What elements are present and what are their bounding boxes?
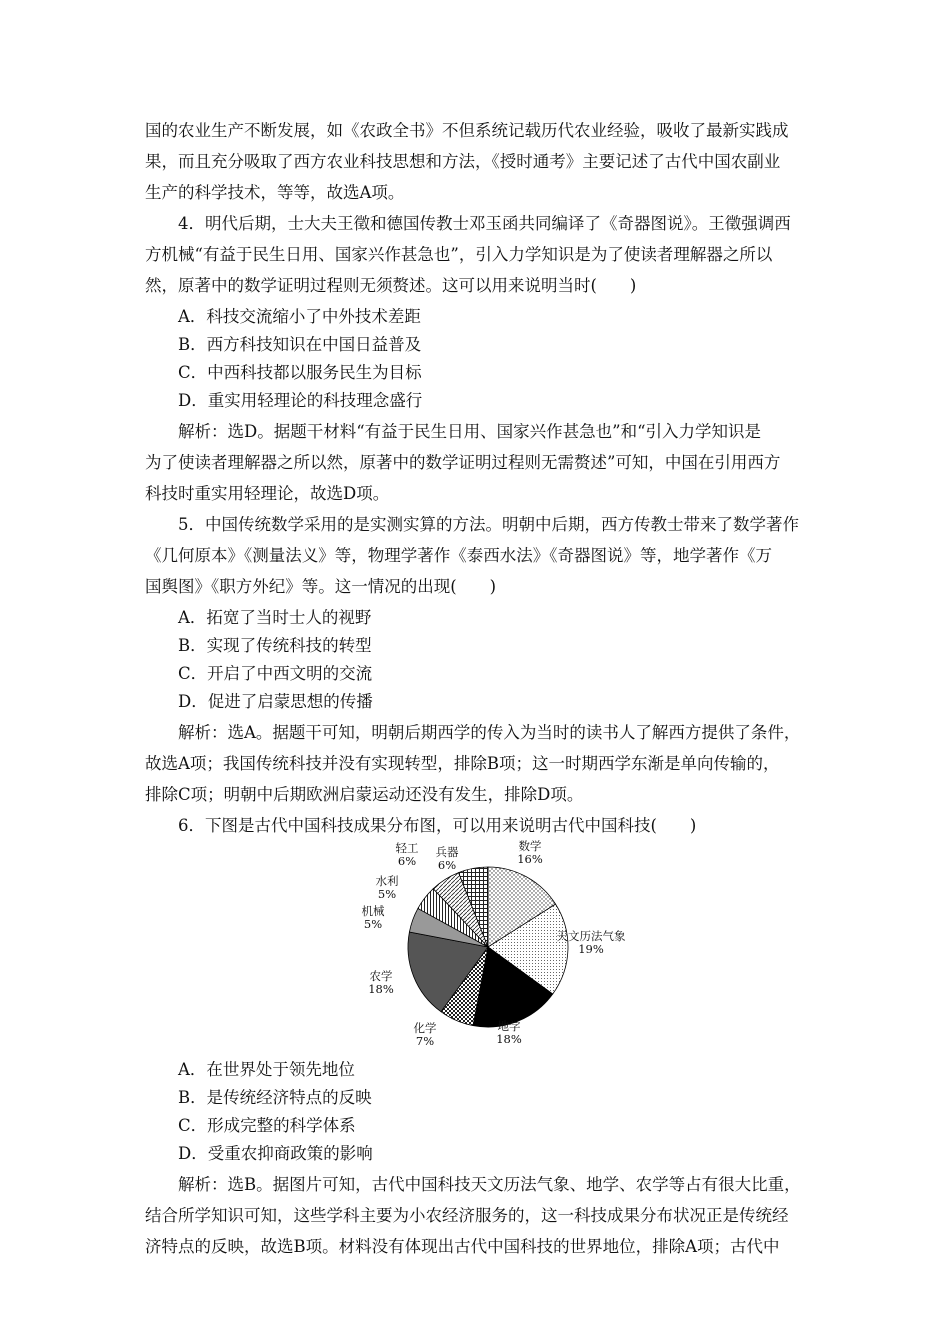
q5-stem-line: 5．中国传统数学采用的是实测实算的方法。明朝中后期，西方传教士带来了数学著作 — [178, 515, 799, 534]
q6-option-c: C．形成完整的科学体系 — [178, 1116, 356, 1135]
q6-analysis-line: 解析：选B。据图片可知，古代中国科技天文历法气象、地学、农学等占有很大比重， — [178, 1175, 801, 1194]
q4-stem-line: 方机械“有益于民生日用、国家兴作甚急也”，引入力学知识是为了使读者理解器之所以 — [145, 245, 773, 264]
slice-label: 农学 — [369, 969, 393, 983]
text-line: 果，而且充分吸取了西方农业科技思想和方法，《授时通考》主要记述了古代中国农副业 — [145, 152, 781, 171]
slice-label: 水利 — [375, 874, 399, 888]
q6-option-a: A．在世界处于领先地位 — [178, 1060, 355, 1079]
slice-label: 化学 — [413, 1021, 437, 1035]
slice-percent-label: 6% — [397, 854, 417, 868]
slice-percent-label: 16% — [517, 852, 543, 866]
slice-percent-label: 5% — [377, 887, 397, 901]
slice-label: 机械 — [361, 904, 385, 918]
q5-option-d: D．促进了启蒙思想的传播 — [178, 692, 373, 711]
q6-option-d: D．受重农抑商政策的影响 — [178, 1144, 373, 1163]
slice-percent-label: 7% — [415, 1034, 435, 1048]
q6-analysis-line: 济特点的反映，故选B项。材料没有体现出古代中国科技的世界地位，排除A项；古代中 — [145, 1237, 780, 1256]
slice-label: 地学 — [497, 1019, 521, 1033]
q5-stem-line: 《几何原本》《测量法义》等，物理学著作《泰西水法》《奇器图说》等，地学著作《万 — [145, 546, 772, 565]
slice-percent-label: 18% — [368, 982, 394, 996]
q6-stem-line: 6．下图是古代中国科技成果分布图，可以用来说明古代中国科技( ) — [178, 816, 697, 835]
slice-percent-label: 5% — [363, 917, 383, 931]
text-line: 生产的科学技术，等等，故选A项。 — [145, 183, 405, 202]
q4-option-a: A．科技交流缩小了中外技术差距 — [178, 307, 421, 326]
q5-analysis-line: 解析：选A。据题干可知，明朝后期西学的传入为当时的读书人了解西方提供了条件， — [178, 723, 801, 742]
q5-analysis-line: 排除C项；明朝中后期欧洲启蒙运动还没有发生，排除D项。 — [145, 785, 584, 804]
q4-analysis-line: 为了使读者理解器之所以然，原著中的数学证明过程则无需赘述”可知，中国在引用西方 — [145, 453, 781, 472]
q4-analysis-line: 解析：选D。据题干材料“有益于民生日用、国家兴作甚急也”和“引入力学知识是 — [178, 422, 762, 441]
q4-stem-line: 4．明代后期，士大夫王徵和德国传教士邓玉函共同编译了《奇器图说》。王徵强调西 — [178, 214, 791, 233]
slice-label: 轻工 — [395, 841, 419, 855]
slice-percent-label: 18% — [496, 1032, 522, 1046]
q4-option-c: C．中西科技都以服务民生为目标 — [178, 363, 422, 382]
slice-percent-label: 19% — [578, 942, 604, 956]
slice-label: 兵器 — [435, 845, 459, 859]
q6-analysis-line: 结合所学知识可知，这些学科主要为小农经济服务的，这一科技成果分布状况正是传统经 — [145, 1206, 789, 1225]
q5-analysis-line: 故选A项；我国传统科技并没有实现转型，排除B项；这一时期西学东渐是单向传输的， — [145, 754, 780, 773]
text-line: 国的农业生产不断发展，如《农政全书》不但系统记载历代农业经验，吸收了最新实践成 — [145, 121, 789, 140]
q4-option-d: D．重实用轻理论的科技理念盛行 — [178, 391, 423, 410]
q6-option-b: B．是传统经济特点的反映 — [178, 1088, 372, 1107]
q4-stem-line: 然，原著中的数学证明过程则无须赘述。这可以用来说明当时( ) — [145, 276, 637, 295]
q5-option-b: B．实现了传统科技的转型 — [178, 636, 372, 655]
q5-option-c: C．开启了中西文明的交流 — [178, 664, 373, 683]
q5-option-a: A．拓宽了当时士人的视野 — [178, 608, 372, 627]
q4-analysis-line: 科技时重实用轻理论，故选D项。 — [145, 484, 390, 503]
slice-percent-label: 6% — [437, 858, 457, 872]
q4-option-b: B．西方科技知识在中国日益普及 — [178, 335, 422, 354]
q5-stem-line: 国舆图》《职方外纪》等。这一情况的出现( ) — [145, 577, 497, 596]
slice-label: 天文历法气象 — [556, 929, 626, 943]
pie-chart — [355, 840, 645, 1060]
slice-label: 数学 — [518, 840, 542, 853]
